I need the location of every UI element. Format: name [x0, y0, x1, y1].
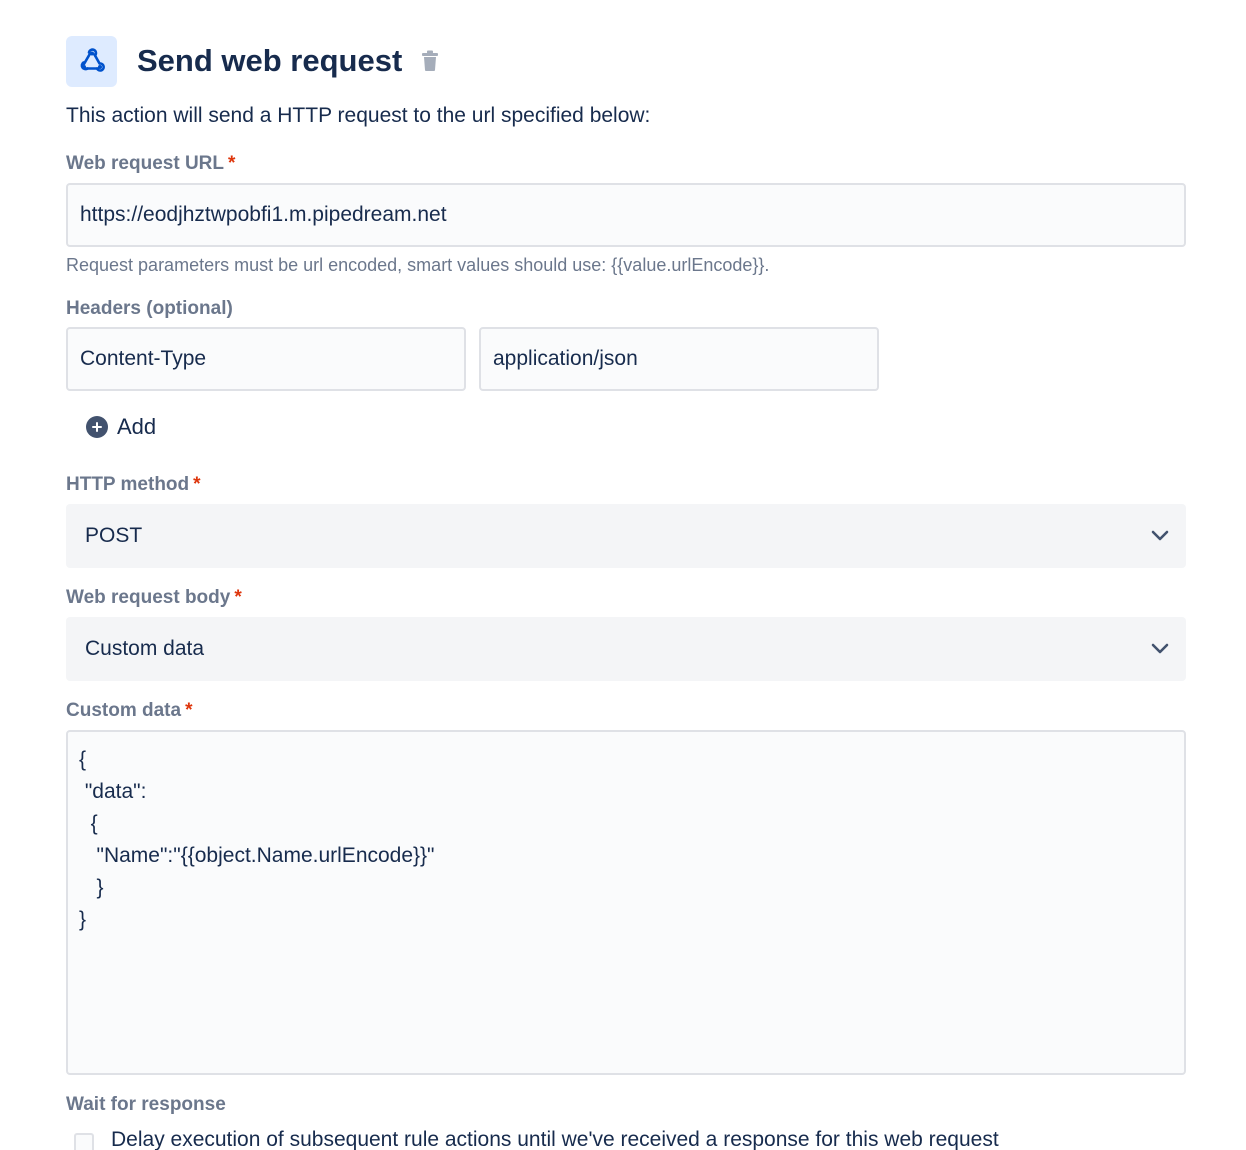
custom-data-label — [66, 700, 192, 722]
code-line: "data": — [79, 780, 147, 803]
url-input[interactable] — [66, 183, 1186, 247]
code-line: } — [79, 908, 87, 931]
body-label — [66, 587, 242, 609]
code-line: } — [79, 876, 104, 899]
custom-data-label-text: Custom data — [66, 700, 182, 721]
action-description: This action will send a HTTP request to the url specified below: — [66, 104, 651, 127]
http-method-label-text: HTTP method — [66, 474, 190, 495]
header-value-value: application/json — [493, 347, 638, 370]
http-method-value: POST — [85, 524, 143, 547]
url-input-value: https://eodjhztwpobfi1.m.pipedream.net — [80, 203, 447, 226]
header-key-input[interactable] — [66, 327, 466, 391]
wait-checkbox-label[interactable]: Delay execution of subsequent rule actions until we've received a response for this web request — [111, 1128, 999, 1150]
webhook-icon — [66, 36, 117, 87]
required-marker: * — [234, 587, 242, 608]
url-help-text: Request parameters must be url encoded, smart values should use: {{value.urlEncode}}. — [66, 255, 770, 275]
headers-label: Headers (optional) — [66, 298, 233, 319]
code-line: { — [79, 812, 98, 835]
wait-checkbox-row[interactable] — [74, 1128, 999, 1150]
code-line: { — [79, 748, 87, 771]
page-title: Send web request — [137, 43, 403, 78]
wait-checkbox[interactable] — [74, 1133, 94, 1150]
chevron-down-icon — [1150, 525, 1170, 551]
wait-label: Wait for response — [66, 1094, 226, 1115]
panel-header — [66, 35, 440, 87]
custom-data-textarea[interactable] — [66, 730, 1186, 1075]
url-label-text: Web request URL — [66, 153, 225, 174]
url-label — [66, 153, 235, 175]
trash-icon[interactable] — [420, 49, 440, 73]
required-marker: * — [193, 474, 201, 495]
body-type-select[interactable] — [66, 617, 1186, 681]
plus-circle-icon — [86, 416, 108, 438]
add-header-label: Add — [117, 414, 157, 439]
body-label-text: Web request body — [66, 587, 231, 608]
code-line: "Name":"{{object.Name.urlEncode}}" — [79, 844, 435, 867]
required-marker: * — [185, 700, 193, 721]
http-method-label — [66, 474, 201, 496]
header-value-input[interactable] — [479, 327, 879, 391]
http-method-select[interactable] — [66, 504, 1186, 568]
body-type-value: Custom data — [85, 637, 205, 660]
header-key-value: Content-Type — [80, 347, 207, 370]
add-header-button[interactable] — [86, 414, 156, 440]
required-marker: * — [228, 153, 236, 174]
chevron-down-icon — [1150, 638, 1170, 664]
